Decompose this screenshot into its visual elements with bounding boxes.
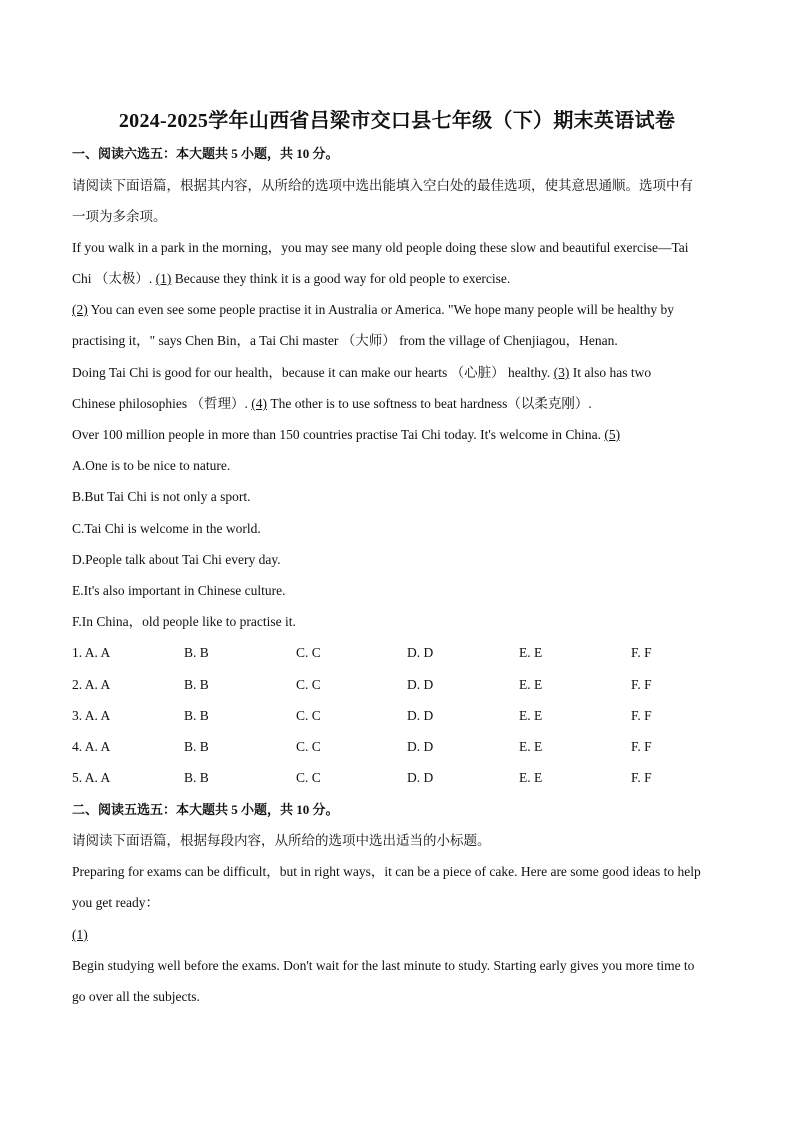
- choice-e[interactable]: E. E: [519, 770, 543, 785]
- question-row: [72, 644, 712, 662]
- blank-4[interactable]: (4): [251, 396, 267, 411]
- passage-paragraph3-line2: [72, 395, 592, 413]
- option-d: D.People talk about Tai Chi every day.: [72, 552, 281, 567]
- choice-e[interactable]: E. E: [519, 677, 543, 692]
- choice-f[interactable]: F. F: [631, 708, 652, 723]
- question-row: [72, 707, 712, 725]
- option-c: C.Tai Chi is welcome in the world.: [72, 521, 261, 536]
- passage-paragraph3-line1: [72, 364, 651, 382]
- choice-c[interactable]: C. C: [296, 770, 321, 785]
- page-title: 2024-2025学年山西省吕梁市交口县七年级（下）期末英语试卷: [118, 110, 676, 132]
- section2-paragraph1-line1: Begin studying well before the exams. Don't wait for the last minute to study. Starting early gives you more time to: [72, 958, 695, 973]
- passage-paragraph2-line2: practising it，" says Chen Bin，a Tai Chi master （大师） from the village of Chenjiagou，Henan.: [72, 333, 618, 348]
- question-row: [72, 738, 712, 756]
- choice-e[interactable]: E. E: [519, 645, 543, 660]
- section2-intro-line1: Preparing for exams can be difficult，but in right ways，it can be a piece of cake. Here are some good ideas to help: [72, 864, 701, 879]
- blank-3[interactable]: (3): [553, 365, 570, 380]
- section2-instruction: 请阅读下面语篇，根据每段内容，从所给的选项中选出适当的小标题。: [72, 833, 491, 848]
- choice-f[interactable]: F. F: [631, 770, 652, 785]
- section2-heading: 二、阅读五选五：本大题共 5 小题，共 10 分。: [72, 802, 339, 817]
- passage-paragraph1-line2: [72, 270, 510, 288]
- passage-text: Chinese philosophies （哲理）.: [72, 396, 252, 411]
- passage-text: Because they think it is a good way for old people to exercise.: [171, 271, 511, 286]
- choice-a[interactable]: 4. A. A: [72, 739, 111, 754]
- option-f: F.In China，old people like to practise it.: [72, 614, 296, 629]
- choice-e[interactable]: E. E: [519, 739, 543, 754]
- choice-c[interactable]: C. C: [296, 739, 321, 754]
- question-row: [72, 769, 712, 787]
- section1-instruction-line2: 一项为多余项。: [72, 209, 167, 224]
- choice-f[interactable]: F. F: [631, 739, 652, 754]
- choice-d[interactable]: D. D: [407, 645, 434, 660]
- choice-a[interactable]: 2. A. A: [72, 677, 111, 692]
- passage-text: It also has two: [569, 365, 652, 380]
- section1-heading: 一、阅读六选五：本大题共 5 小题，共 10 分。: [72, 146, 339, 161]
- question-row: [72, 676, 712, 694]
- choice-f[interactable]: F. F: [631, 677, 652, 692]
- choice-e[interactable]: E. E: [519, 708, 543, 723]
- choice-c[interactable]: C. C: [296, 677, 321, 692]
- choice-b[interactable]: B. B: [184, 739, 209, 754]
- passage-paragraph4: [72, 426, 620, 444]
- choice-b[interactable]: B. B: [184, 770, 209, 785]
- section2-paragraph1-line2: go over all the subjects.: [72, 989, 200, 1004]
- passage-text: You can even see some people practise it in Australia or America. "We hope many people will be healthy by: [87, 302, 675, 317]
- choice-c[interactable]: C. C: [296, 645, 321, 660]
- section2-intro-line2: you get ready：: [72, 895, 159, 910]
- passage-text: Doing Tai Chi is good for our health，because it can make our hearts （心脏） healthy.: [72, 365, 554, 380]
- passage-paragraph2-line1: [72, 301, 674, 319]
- blank-1[interactable]: (1): [155, 271, 172, 286]
- blank-5[interactable]: (5): [604, 427, 621, 442]
- section1-instruction-line1: 请阅读下面语篇，根据其内容，从所给的选项中选出能填入空白处的最佳选项，使其意思通顺。选项中有: [72, 178, 693, 193]
- choice-f[interactable]: F. F: [631, 645, 652, 660]
- passage-text: Over 100 million people in more than 150 countries practise Tai Chi today. It's welcome in China.: [72, 427, 605, 442]
- option-b: B.But Tai Chi is not only a sport.: [72, 489, 251, 504]
- choice-a[interactable]: 1. A. A: [72, 645, 111, 660]
- choice-c[interactable]: C. C: [296, 708, 321, 723]
- passage-text: Chi （太极）.: [72, 271, 156, 286]
- choice-b[interactable]: B. B: [184, 708, 209, 723]
- blank-2[interactable]: (2): [72, 302, 88, 317]
- choice-a[interactable]: 3. A. A: [72, 708, 111, 723]
- passage-text: The other is to use softness to beat hardness（以柔克刚）.: [267, 396, 592, 411]
- choice-d[interactable]: D. D: [407, 770, 434, 785]
- passage-paragraph1-line1: If you walk in a park in the morning，you may see many old people doing these slow and beautiful exercise—Tai: [72, 240, 689, 255]
- option-a: A.One is to be nice to nature.: [72, 458, 231, 473]
- option-e: E.It's also important in Chinese culture.: [72, 583, 286, 598]
- choice-d[interactable]: D. D: [407, 677, 434, 692]
- choice-d[interactable]: D. D: [407, 739, 434, 754]
- choice-b[interactable]: B. B: [184, 645, 209, 660]
- choice-b[interactable]: B. B: [184, 677, 209, 692]
- section2-blank-1[interactable]: (1): [72, 927, 88, 942]
- choice-a[interactable]: 5. A. A: [72, 770, 111, 785]
- choice-d[interactable]: D. D: [407, 708, 434, 723]
